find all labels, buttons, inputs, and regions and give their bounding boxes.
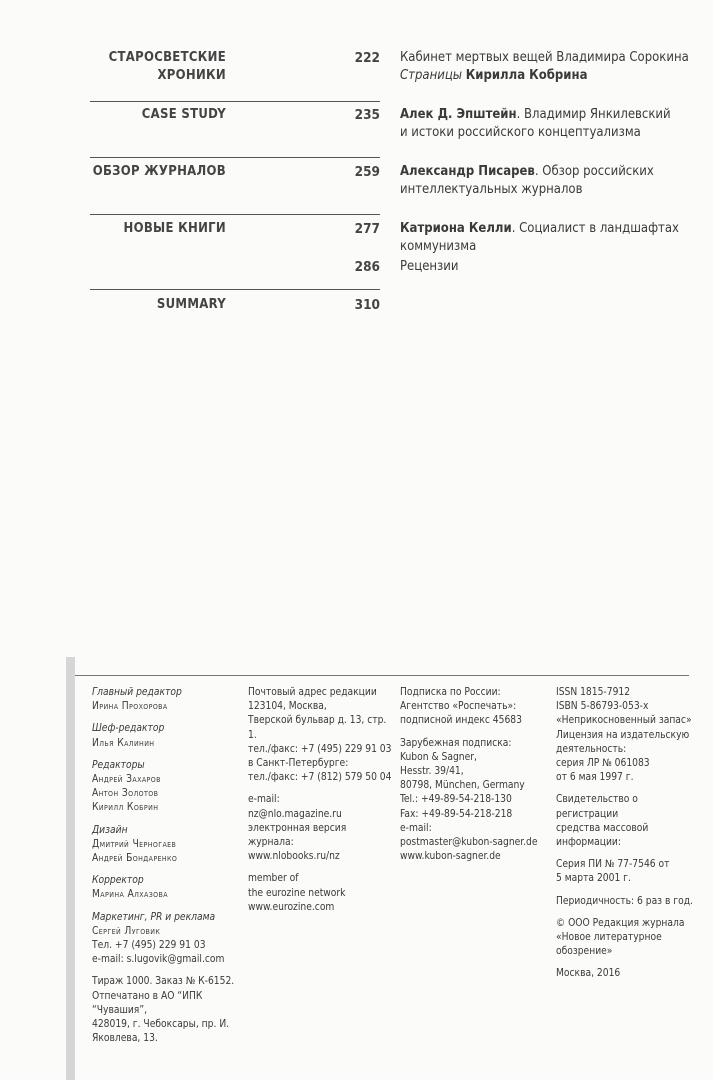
spacer bbox=[556, 959, 696, 967]
imprint-line: в Санкт-Петербурге: bbox=[248, 758, 349, 770]
imprint-line: Лицензия на издательскую bbox=[556, 729, 690, 741]
staff-name: Кирилл Кобрин bbox=[92, 802, 159, 814]
staff-name: Илья Калинин bbox=[92, 737, 155, 749]
imprint-staff-column bbox=[92, 686, 242, 1046]
staff-name: Марина Алхазова bbox=[92, 889, 168, 901]
imprint-side-bar bbox=[66, 657, 75, 1080]
imprint-address-column bbox=[248, 686, 396, 915]
toc-description bbox=[400, 49, 700, 85]
author-name: Алек Д. Эпштейн bbox=[400, 107, 517, 122]
imprint-line: деятельность: bbox=[556, 743, 627, 755]
toc-divider bbox=[90, 214, 380, 215]
imprint-line: Тираж 1000. Заказ № К-6152. bbox=[92, 976, 235, 988]
staff-name: Андрей Бондаренко bbox=[92, 853, 178, 865]
spacer bbox=[92, 903, 242, 911]
toc-description bbox=[400, 106, 700, 142]
text-segment: Рецензии bbox=[400, 259, 459, 274]
imprint-line: Подписка по России: bbox=[400, 687, 501, 698]
toc-title-line: ОБЗОР ЖУРНАЛОВ bbox=[92, 164, 226, 179]
spacer bbox=[92, 816, 242, 824]
imprint-line: Почтовый адрес редакции bbox=[248, 687, 377, 698]
imprint-line: Свидетельство о регистрации bbox=[556, 794, 638, 820]
imprint-line: e-mail: bbox=[400, 822, 432, 834]
toc-page-number: 259 bbox=[354, 164, 380, 180]
toc-divider bbox=[90, 101, 380, 102]
imprint-line: postmaster@kubon-sagner.de bbox=[400, 837, 538, 849]
spacer bbox=[556, 785, 696, 793]
toc-description-line bbox=[400, 163, 700, 181]
imprint-line: ISBN 5-86793-053-х bbox=[556, 701, 649, 713]
toc-page-number: 286 bbox=[354, 259, 380, 275]
toc-description-line bbox=[400, 67, 700, 85]
imprint-line: тел./факс: +7 (495) 229 91 03 bbox=[248, 743, 392, 755]
toc-section-title bbox=[90, 163, 226, 181]
staff-role: Дизайн bbox=[92, 824, 128, 836]
spacer bbox=[92, 866, 242, 874]
imprint-line: средства массовой bbox=[556, 822, 649, 834]
spacer bbox=[400, 729, 550, 737]
author-name: Александр Писарев bbox=[400, 164, 535, 179]
text-segment: Кабинет мертвых вещей Владимира Сорокина bbox=[400, 50, 689, 65]
toc-page-number: 277 bbox=[354, 221, 380, 237]
text-segment: интеллектуальных журналов bbox=[400, 182, 583, 197]
toc-description-line bbox=[400, 181, 700, 199]
imprint-line: «Новое литературное bbox=[556, 932, 662, 944]
imprint-line: 123104, Москва, bbox=[248, 701, 327, 713]
author-name: Катриона Келли bbox=[400, 221, 512, 236]
imprint-line: 80798, München, Germany bbox=[400, 780, 525, 792]
toc-section-title bbox=[90, 49, 226, 85]
staff-role: Главный редактор bbox=[92, 687, 182, 698]
imprint-line: www.kubon-sagner.de bbox=[400, 851, 501, 863]
imprint-line: Периодичность: 6 раз в год. bbox=[556, 895, 693, 907]
toc-divider bbox=[90, 289, 380, 290]
imprint-line: www.eurozine.com bbox=[248, 901, 335, 913]
toc-title-line: SUMMARY bbox=[156, 297, 226, 312]
toc-page-number: 310 bbox=[354, 297, 380, 313]
imprint-line: member of bbox=[248, 873, 299, 885]
toc-description-line bbox=[400, 220, 700, 238]
text-segment: . Обзор российских bbox=[534, 164, 654, 179]
imprint-line: Kubon & Sagner, bbox=[400, 751, 477, 763]
imprint-line: 5 марта 2001 г. bbox=[556, 873, 631, 885]
toc-description-line bbox=[400, 238, 700, 256]
imprint-subscription-column bbox=[400, 686, 550, 864]
imprint-line: the eurozine network bbox=[248, 887, 346, 899]
toc-title-line: СТАРОСВЕТСКИЕ bbox=[108, 50, 226, 65]
imprint-line: Серия ПИ № 77-7546 от bbox=[556, 859, 670, 871]
toc-title-line: ХРОНИКИ bbox=[157, 68, 226, 83]
imprint-line: 428019, г. Чебоксары, пр. И. Яковлева, 13. bbox=[92, 1019, 230, 1045]
imprint-license-column bbox=[556, 686, 696, 982]
imprint-line: подписной индекс 45683 bbox=[400, 715, 522, 727]
imprint-line: Тел. +7 (495) 229 91 03 bbox=[92, 940, 206, 952]
imprint-line: e-mail: s.lugovik@gmail.com bbox=[92, 954, 225, 966]
spacer bbox=[92, 751, 242, 759]
imprint-line: Агентство «Роспечать»: bbox=[400, 701, 517, 713]
text-segment: Страницы bbox=[400, 68, 466, 83]
toc-description bbox=[400, 258, 700, 276]
imprint-line: Тверской бульвар д. 13, стр. 1. bbox=[248, 715, 387, 741]
imprint-line: www.nlobooks.ru/nz bbox=[248, 851, 340, 863]
spacer bbox=[248, 785, 396, 793]
toc-description-line bbox=[400, 49, 700, 67]
imprint-line: Tel.: +49-89-54-218-130 bbox=[400, 794, 512, 806]
imprint-line: © ООО Редакция журнала bbox=[556, 917, 685, 929]
spacer bbox=[556, 909, 696, 917]
imprint-line: e-mail: bbox=[248, 794, 280, 806]
imprint-line: Москва, 2016 bbox=[556, 968, 621, 980]
toc-description-line bbox=[400, 106, 700, 124]
imprint-line: обозрение» bbox=[556, 946, 613, 958]
imprint-line: электронная версия bbox=[248, 822, 347, 834]
imprint-line: «Неприкосновенный запас» bbox=[556, 715, 692, 727]
imprint-divider bbox=[75, 675, 689, 676]
spacer bbox=[556, 887, 696, 895]
toc-section-title bbox=[90, 106, 226, 124]
imprint-line: Fax: +49-89-54-218-218 bbox=[400, 808, 513, 820]
spacer bbox=[92, 967, 242, 975]
staff-name: Сергей Луговик bbox=[92, 925, 161, 937]
toc-section-title bbox=[90, 296, 226, 314]
imprint-line: серия ЛР № 061083 bbox=[556, 758, 650, 770]
imprint-line: Зарубежная подписка: bbox=[400, 737, 512, 749]
imprint-line: тел./факс: +7 (812) 579 50 04 bbox=[248, 772, 392, 784]
toc-description bbox=[400, 220, 700, 256]
toc-description-line bbox=[400, 124, 700, 142]
toc-description-line bbox=[400, 258, 700, 276]
imprint-line: информации: bbox=[556, 837, 621, 849]
text-segment: коммунизма bbox=[400, 239, 477, 254]
staff-name: Андрей Захаров bbox=[92, 774, 161, 786]
toc-page-number: 222 bbox=[354, 50, 380, 66]
toc-title-line: НОВЫЕ КНИГИ bbox=[123, 221, 226, 236]
imprint-line: от 6 мая 1997 г. bbox=[556, 772, 634, 784]
toc-section-title bbox=[90, 220, 226, 238]
staff-name: Антон Золотов bbox=[92, 788, 159, 800]
staff-name: Дмитрий Черногаев bbox=[92, 838, 177, 850]
toc-title-line: CASE STUDY bbox=[141, 107, 226, 122]
text-segment: и истоки российского концептуализма bbox=[400, 125, 641, 140]
text-segment: . Владимир Янкилевский bbox=[516, 107, 671, 122]
spacer bbox=[556, 850, 696, 858]
spacer bbox=[248, 864, 396, 872]
staff-name: Ирина Прохорова bbox=[92, 701, 168, 713]
imprint-line: ISSN 1815-7912 bbox=[556, 687, 631, 698]
imprint-line: Отпечатано в АО “ИПК “Чувашия”, bbox=[92, 990, 203, 1016]
imprint-line: Hesstr. 39/41, bbox=[400, 766, 464, 778]
staff-role: Корректор bbox=[92, 875, 144, 887]
imprint-line: nz@nlo.magazine.ru bbox=[248, 808, 342, 820]
staff-role: Шеф-редактор bbox=[92, 723, 165, 735]
imprint-line: журнала: bbox=[248, 837, 294, 849]
spacer bbox=[92, 714, 242, 722]
text-segment: . Социалист в ландшафтах bbox=[511, 221, 679, 236]
author-name: Кирилла Кобрина bbox=[465, 68, 588, 83]
toc-page-number: 235 bbox=[354, 107, 380, 123]
toc-description bbox=[400, 163, 700, 199]
toc-divider bbox=[90, 157, 380, 158]
staff-role: Маркетинг, PR и реклама bbox=[92, 911, 216, 923]
staff-role: Редакторы bbox=[92, 759, 145, 771]
